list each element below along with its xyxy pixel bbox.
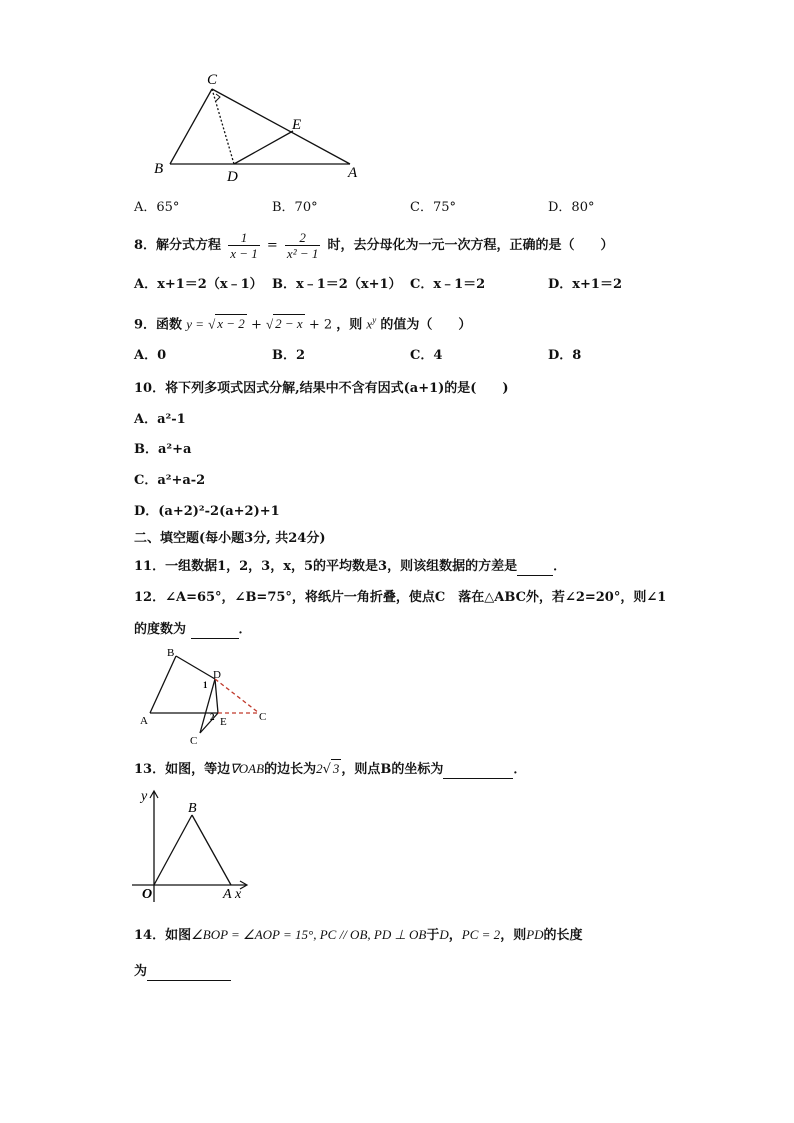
q14-line1 bbox=[134, 926, 583, 945]
q9-plus-2: + 2 bbox=[308, 317, 333, 333]
figure-q12-fold bbox=[134, 645, 274, 747]
segment-de bbox=[234, 131, 293, 164]
right-angle-mark bbox=[216, 94, 220, 101]
q12-label-1: 1 bbox=[203, 680, 208, 690]
q9-stem: 9．函数 y = √ x − 2 + √ 2 − x + 2 ，则 $x^y$ 的值为（ ） bbox=[134, 315, 472, 333]
q10-option-c: C．a²+a-2 bbox=[134, 473, 206, 488]
q7-option-b: B．70° bbox=[272, 200, 318, 215]
q13-suffix: ，则点B的坐标为 bbox=[341, 762, 444, 777]
q14-pd: PD bbox=[526, 927, 544, 942]
q8-option-a: A．x+1＝2（x﹣1） bbox=[134, 277, 263, 292]
q12-label-e: E bbox=[220, 716, 227, 728]
q14-suffix: ，则 bbox=[500, 928, 527, 943]
q12-label-b: B bbox=[167, 647, 175, 659]
q14-point-d: D bbox=[439, 927, 449, 942]
q9-middle: ，则 bbox=[336, 317, 363, 333]
q8-option-c: C．x﹣1＝2 bbox=[410, 277, 486, 292]
q8-frac2 bbox=[285, 230, 320, 261]
q13-segment-ba bbox=[192, 815, 231, 885]
q14-mid: 于 bbox=[426, 928, 440, 943]
q7-option-d: D．80° bbox=[548, 200, 595, 215]
figure-triangle-abc-fold bbox=[140, 64, 380, 184]
q11-stem bbox=[134, 557, 566, 576]
q12-label-a: A bbox=[140, 715, 148, 727]
q10-option-d: D．(a+2)²-2(a+2)+1 bbox=[134, 504, 280, 519]
q14-comma: ， bbox=[448, 928, 462, 943]
q14-pc: PC = 2 bbox=[461, 927, 501, 942]
q12-line2 bbox=[134, 620, 252, 639]
q9-power-base: x bbox=[366, 316, 373, 332]
q7-option-a: A．65° bbox=[134, 200, 180, 215]
q8-eq: = bbox=[266, 238, 278, 253]
q8-option-d: D．x+1＝2 bbox=[548, 277, 623, 292]
q12-label-2: 2 bbox=[210, 712, 215, 722]
q12-line2-text: 的度数为 bbox=[134, 622, 187, 637]
figure-q13-coordinate bbox=[128, 788, 258, 904]
q8-suffix: 时，去分母化为一元一次方程，正确的是（ ） bbox=[327, 238, 614, 253]
q11-text: 11．一组数据1，2，3，x，5的平均数是3，则该组数据的方差是 bbox=[134, 559, 518, 574]
q8-frac1-num: 1 bbox=[228, 230, 260, 246]
label-e: E bbox=[292, 117, 302, 133]
q9-suffix: 的值为（ ） bbox=[380, 317, 472, 333]
q13-answer-blank[interactable] bbox=[443, 760, 513, 779]
q12-segment-ab bbox=[150, 656, 176, 713]
q9-prefix: 9．函数 bbox=[134, 317, 183, 333]
segment-ca bbox=[212, 89, 350, 164]
q8-frac1-den: x − 1 bbox=[230, 246, 258, 261]
q8-option-b: B．x﹣1＝2（x+1） bbox=[272, 277, 402, 292]
q13-prefix: 13．如图，等边 bbox=[134, 762, 231, 777]
q13-middle: 的边长为 bbox=[264, 762, 317, 777]
q13-end: ． bbox=[513, 762, 527, 777]
label-a: A bbox=[348, 165, 358, 181]
q13-triangle: ∇OAB bbox=[230, 761, 265, 776]
q13-coef: 2 bbox=[316, 761, 323, 776]
q10-stem: 10．将下列多项式因式分解,结果中不含有因式(a+1)的是( ) bbox=[134, 381, 509, 396]
q14-line2-text: 为 bbox=[134, 964, 148, 979]
q12-segment-de bbox=[215, 679, 218, 713]
q13-radicand: 3 bbox=[332, 761, 340, 776]
q12-segment-bd bbox=[176, 656, 215, 679]
segment-bc bbox=[170, 89, 212, 164]
q13-segment-ob bbox=[154, 815, 192, 885]
q12-label-d: D bbox=[213, 669, 221, 681]
segment-cd-dashed bbox=[212, 89, 234, 164]
q8-frac1 bbox=[228, 230, 260, 261]
label-c: C bbox=[207, 72, 218, 88]
q13-label-b: B bbox=[188, 801, 197, 816]
section-title-fill-in: 二、填空题(每小题3分, 共24分) bbox=[134, 531, 326, 546]
q13-label-x: x bbox=[235, 887, 242, 902]
q14-answer-blank[interactable] bbox=[147, 962, 231, 981]
q10-option-b: B．a²+a bbox=[134, 442, 192, 457]
q8-frac2-den: x² − 1 bbox=[286, 246, 319, 261]
q8-frac2-num: 2 bbox=[285, 230, 320, 246]
q8-prefix: 8．解分式方程 bbox=[134, 238, 222, 253]
q12-end: ． bbox=[238, 622, 252, 637]
q12-segment-dc-dashed bbox=[215, 679, 259, 713]
q8-stem bbox=[134, 228, 614, 264]
q12-label-c-inner: C bbox=[190, 735, 198, 747]
q13-label-o: O bbox=[142, 887, 153, 902]
q13-label-y: y bbox=[141, 789, 148, 804]
label-d: D bbox=[227, 169, 238, 184]
q14-prefix: 14．如图 bbox=[134, 928, 192, 943]
q9-formula-lhs: y = bbox=[186, 316, 204, 332]
q14-end: 的长度 bbox=[543, 928, 583, 943]
q10-option-a: A．a²-1 bbox=[134, 412, 186, 427]
q13-stem: 13．如图，等边∇OAB的边长为2√ 3 ，则点B的坐标为 ． bbox=[134, 761, 527, 777]
q11-end: ． bbox=[553, 559, 567, 574]
q9-radicand-2: 2 − x bbox=[275, 316, 303, 332]
q9-option-d: D．8 bbox=[548, 348, 582, 363]
q14-line2 bbox=[134, 962, 231, 981]
q9-option-b: B．2 bbox=[272, 348, 306, 363]
q9-plus-1: + bbox=[250, 317, 262, 333]
q11-answer-blank[interactable] bbox=[517, 557, 553, 576]
q9-option-a: A．0 bbox=[134, 348, 167, 363]
q12-line1: 12．∠A=65°，∠B=75°，将纸片一角折叠，使点C 落在△ABC外，若∠2=20°，则∠1 bbox=[134, 590, 667, 605]
q9-power-exp: y bbox=[372, 315, 377, 325]
q12-answer-blank[interactable] bbox=[191, 620, 239, 639]
q13-label-a: A bbox=[223, 887, 232, 902]
q7-option-c: C．75° bbox=[410, 200, 456, 215]
q12-label-c-outer: C bbox=[259, 711, 267, 723]
label-b: B bbox=[154, 161, 164, 177]
q9-radicand-1: x − 2 bbox=[217, 316, 245, 332]
q14-formula: ∠BOP = ∠AOP = 15°, PC // OB, PD ⊥ OB bbox=[191, 927, 427, 942]
q9-option-c: C．4 bbox=[410, 348, 443, 363]
